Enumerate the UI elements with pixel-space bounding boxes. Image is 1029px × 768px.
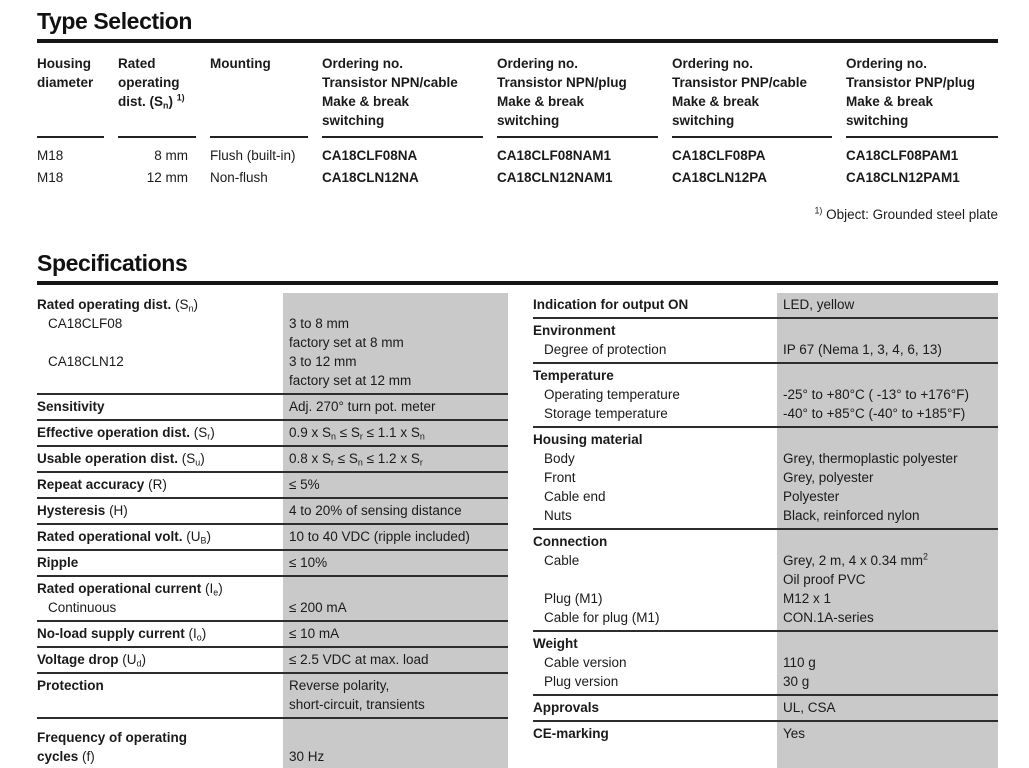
spec-value: ≤ 2.5 VDC at max. load <box>289 652 429 667</box>
spec-label: Sensitivity <box>37 399 105 414</box>
cell-housing-diameter: M18 <box>37 148 64 163</box>
spec-row-environment <box>533 319 998 364</box>
spec-label: Ripple <box>37 555 79 570</box>
spec-label: Housing material <box>533 432 643 447</box>
cell-ordering-no: CA18CLF08NAM1 <box>497 148 612 163</box>
column-header-housing-diameter: Housing diameter <box>37 54 104 138</box>
spec-label: Approvals <box>533 700 600 715</box>
column-header-ordering-npn-cable: Ordering no. Transistor NPN/cable Make & break switching <box>322 54 483 138</box>
spec-value: ≤ 5% <box>289 477 320 492</box>
spec-label: Plug version <box>544 674 619 689</box>
spec-label: Effective operation dist. $(S_r)$ <box>37 425 215 442</box>
cell-ordering-no: CA18CLF08NA <box>322 148 418 163</box>
spec-label: Rated operational current $(I_e)$ <box>37 581 223 598</box>
spec-value: 30 Hz <box>289 749 325 764</box>
spec-row-frequency-of-operating-cycles <box>37 719 508 768</box>
cell-rated-dist: 8 mm <box>154 148 188 163</box>
type-selection-section <box>37 8 998 222</box>
spec-row-repeat-accuracy <box>37 473 508 499</box>
spec-label: Environment <box>533 323 616 338</box>
cell-ordering-no: CA18CLN12NAM1 <box>497 170 613 185</box>
spec-label: CA18CLF08 <box>48 316 123 331</box>
spec-label: Connection <box>533 534 608 549</box>
spec-value: Yes <box>783 726 806 741</box>
spec-label: Temperature <box>533 368 614 383</box>
cell-ordering-no: CA18CLF08PAM1 <box>846 148 959 163</box>
spec-value: 3 to 8 mm <box>289 316 350 331</box>
spec-label: cycles (f) <box>37 749 95 764</box>
spec-value <box>777 366 998 385</box>
spec-value: ≤ 10 mA <box>289 626 340 641</box>
spec-value <box>777 321 998 340</box>
spec-row-protection <box>37 674 508 719</box>
cell-ordering-no: CA18CLN12PAM1 <box>846 170 960 185</box>
spec-row-usable-operation-dist <box>37 447 508 473</box>
spec-value: -40° to +85°C (-40° to +185°F) <box>783 406 966 421</box>
spec-value: Polyester <box>783 489 840 504</box>
spec-value: LED, yellow <box>783 297 855 312</box>
spec-value: 0.8 x $S_r \le S_n \le 1.2$ x $S_r$ <box>289 451 423 468</box>
spec-label: Cable <box>544 553 580 568</box>
column-header-ordering-pnp-plug: Ordering no. Transistor PNP/plug Make & break switching <box>846 54 998 138</box>
spec-label <box>37 371 283 390</box>
spec-value: -25° to +80°C ( -13° to +176°F) <box>783 387 969 402</box>
spec-value <box>777 634 998 653</box>
specifications-title: Specifications <box>37 250 188 276</box>
spec-value: CON.1A-series <box>783 610 874 625</box>
spec-value <box>777 430 998 449</box>
spec-row-weight <box>533 632 998 696</box>
spec-label: Cable end <box>544 489 606 504</box>
spec-value <box>777 532 998 551</box>
spec-label <box>37 695 283 714</box>
spec-value: 0.9 x $S_n \le S_r \le 1.1$ x $S_n$ <box>289 425 425 442</box>
spec-label: Frequency of operating <box>37 730 188 745</box>
spec-label: Storage temperature <box>544 406 668 421</box>
column-header-ordering-pnp-cable: Ordering no. Transistor PNP/cable Make & break switching <box>672 54 832 138</box>
spec-value: 30 g <box>783 674 810 689</box>
spec-label: Rated operating dist. $(S_n)$ <box>37 297 198 314</box>
spec-label: Continuous <box>48 600 117 615</box>
spec-row-sensitivity <box>37 395 508 421</box>
spec-label: Protection <box>37 678 104 693</box>
spec-label: Nuts <box>544 508 572 523</box>
spec-value: 110 g <box>783 655 816 670</box>
spec-value: Oil proof PVC <box>783 572 866 587</box>
cell-ordering-no: CA18CLN12NA <box>322 170 419 185</box>
specifications-section <box>37 250 998 768</box>
spec-value: Adj. 270° turn pot. meter <box>289 399 436 414</box>
spec-value: factory set at 12 mm <box>289 373 412 388</box>
spec-value: 4 to 20% of sensing distance <box>289 503 462 518</box>
spec-value: Grey, polyester <box>783 470 874 485</box>
column-header-rated-operating-dist: Rated operating dist. $(S_n)$ $^{1)}$ <box>118 54 196 138</box>
spec-value: 10 to 40 VDC (ripple included) <box>289 529 470 544</box>
spec-value: Grey, thermoplastic polyester <box>783 451 958 466</box>
spec-row-approvals <box>533 696 998 722</box>
cell-ordering-no: CA18CLF08PA <box>672 148 766 163</box>
spec-value: IP 67 (Nema 1, 3, 4, 6, 13) <box>783 342 942 357</box>
spec-label: Operating temperature <box>544 387 680 402</box>
spec-label: No-load supply current $(I_o)$ <box>37 626 207 643</box>
spec-label: Hysteresis (H) <box>37 503 128 518</box>
spec-label: Front <box>544 470 576 485</box>
spec-value <box>283 295 508 314</box>
spec-row-rated-operational-current <box>37 577 508 622</box>
spec-row-ce-marking <box>533 722 998 746</box>
spec-value: 3 to 12 mm <box>289 354 357 369</box>
spec-label <box>533 570 777 589</box>
spec-table-right <box>533 293 998 768</box>
spec-value: short-circuit, transients <box>289 697 425 712</box>
spec-row-effective-operation-dist <box>37 421 508 447</box>
column-header-ordering-npn-plug: Ordering no. Transistor NPN/plug Make & break switching <box>497 54 658 138</box>
spec-label: CA18CLN12 <box>48 354 124 369</box>
spec-label <box>37 333 283 352</box>
spec-value: Grey, 2 m, 4 x 0.34 $mm^2$ <box>783 551 929 568</box>
spec-label: Body <box>544 451 575 466</box>
spec-value: ≤ 200 mA <box>289 600 347 615</box>
spec-value: factory set at 8 mm <box>289 335 404 350</box>
cell-housing-diameter: M18 <box>37 170 64 185</box>
spec-value <box>283 728 508 747</box>
spec-label: Degree of protection <box>544 342 667 357</box>
spec-value: UL, CSA <box>783 700 836 715</box>
spec-label: CE-marking <box>533 726 609 741</box>
spec-value: Reverse polarity, <box>289 678 390 693</box>
type-selection-table <box>37 54 998 189</box>
cell-rated-dist: 12 mm <box>146 170 188 185</box>
spec-row-temperature <box>533 364 998 428</box>
spec-label: Cable for plug (M1) <box>544 610 660 625</box>
spec-value <box>283 579 508 598</box>
spec-row-voltage-drop <box>37 648 508 674</box>
spec-row-rated-operating-dist <box>37 293 508 395</box>
footnote: $^{1)}$ Object: Grounded steel plate <box>814 205 998 222</box>
title-rule <box>37 39 998 43</box>
type-selection-title: Type Selection <box>37 8 193 34</box>
cell-mounting: Non-flush <box>210 170 268 185</box>
spec-label: Plug (M1) <box>544 591 603 606</box>
spec-table-left <box>37 293 508 768</box>
specifications-tables <box>37 293 998 768</box>
spec-value: ≤ 10% <box>289 555 328 570</box>
spec-label: Repeat accuracy (R) <box>37 477 167 492</box>
spec-label: Voltage drop $(U_d)$ <box>37 652 146 669</box>
spec-label: Rated operational volt. $(U_B)$ <box>37 529 211 546</box>
cell-ordering-no: CA18CLN12PA <box>672 170 768 185</box>
spec-row-housing-material <box>533 428 998 530</box>
spec-label: Weight <box>533 636 578 651</box>
spec-value: M12 x 1 <box>783 591 832 606</box>
spec-row-connection <box>533 530 998 632</box>
column-header-mounting: Mounting <box>210 54 308 138</box>
spec-label: Usable operation dist. $(S_u)$ <box>37 451 205 468</box>
page-content <box>37 8 998 768</box>
spec-row-no-load-supply-current <box>37 622 508 648</box>
title-rule <box>37 281 998 285</box>
spec-row-indication-output-on <box>533 293 998 319</box>
spec-row-hysteresis <box>37 499 508 525</box>
spec-label: Indication for output ON <box>533 297 689 312</box>
spec-row-rated-operational-volt <box>37 525 508 551</box>
spec-row-ripple <box>37 551 508 577</box>
cell-mounting: Flush (built-in) <box>210 148 296 163</box>
spec-label: Cable version <box>544 655 627 670</box>
spec-value: Black, reinforced nylon <box>783 508 920 523</box>
